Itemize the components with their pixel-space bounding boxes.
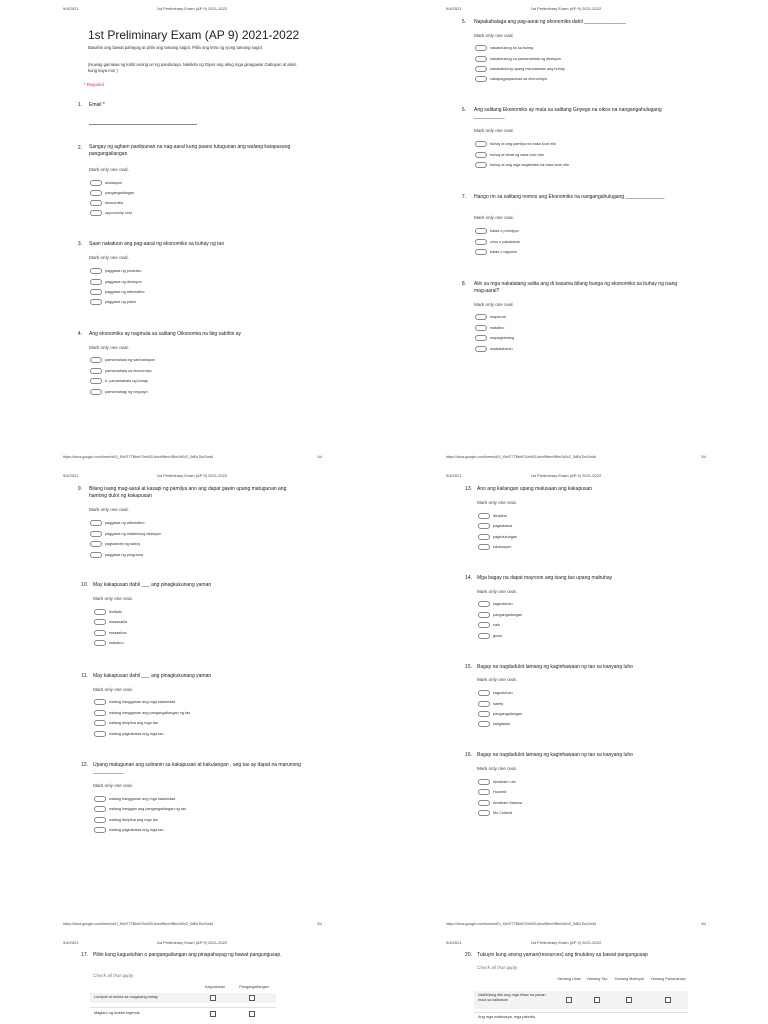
oval-icon (478, 800, 490, 806)
question-number: 17. (81, 952, 88, 958)
oval-icon (90, 180, 102, 186)
page-footer (384, 455, 768, 463)
oval-icon (475, 346, 487, 352)
question-text: Ang ekonomiks ay nagmula sa salitang Oikonomia na ibig sabihin ay (89, 331, 242, 337)
page-header (384, 940, 768, 948)
oval-icon (90, 268, 102, 274)
question-text: Ano ang kailangan upang malusaan ang kakapusan (477, 486, 593, 492)
question-number: 12. (81, 762, 88, 768)
option-label: masaabos (109, 631, 127, 635)
grid-column-header: Kagustuhan (204, 985, 226, 989)
footer-url: https://docs.google.com/forms/d/1l_f0x9T7TBbhEGeMGUzbu9NexHIBm2d0xZ_0dEsTkn2/edit (63, 455, 214, 459)
page-1 (0, 0, 384, 475)
option-label: matalino (490, 326, 505, 330)
option-label: pangangailangan (105, 191, 135, 195)
option-label: paggawa ng desisyon (105, 280, 142, 284)
grid-column-header: Pangangailangan (239, 985, 269, 989)
footer-url: https://docs.google.com/forms/d/1l_f0x9T7TBbhEGeMGUzbu9NexHIBm2d0xZ_0dEsTkn2/edit (63, 922, 214, 926)
oval-icon (475, 66, 487, 72)
checkbox[interactable] (566, 997, 572, 1003)
checkbox[interactable] (210, 995, 216, 1001)
footer-page: 4/4 (701, 922, 706, 926)
mark-only-one: Mark only one oval. (474, 128, 514, 133)
oval-icon (475, 249, 487, 255)
oval-icon (90, 378, 102, 384)
mark-only-one: Mark only one oval. (89, 345, 129, 350)
question-text: Saan nakatuon ang pag-aaral ng ekonomiks sa buhay ng tao (89, 241, 225, 247)
page-header (0, 940, 384, 948)
option-label: walang hanggan ang pangangailangan ng tao (109, 807, 187, 811)
option-label: nakapagpapaunlad sa ekonomiya (490, 77, 547, 81)
oval-icon (475, 162, 487, 168)
question-number: 16. (465, 752, 472, 758)
oval-icon (475, 152, 487, 158)
question-number: 5. (461, 19, 466, 25)
email-field[interactable] (89, 124, 197, 125)
page-footer (0, 922, 384, 930)
oval-icon (475, 45, 487, 51)
option-label: b. pamamahala ng buhay (105, 379, 148, 383)
option-label: pagtutulungan (493, 535, 518, 539)
mark-only-one: Mark only one oval. (477, 766, 517, 771)
page-4 (384, 467, 768, 942)
question-number: 11. (81, 673, 88, 679)
question-text: Napakahalaga ang pag-aaral ng ekonomiks dahil _______________ (474, 19, 626, 25)
oval-icon (475, 314, 487, 320)
option-label: walang pagkakaisa ang mga tao (109, 732, 164, 736)
grid-column-header: Yamang Materyal (614, 977, 644, 981)
check-all-note: Check all that apply. (477, 965, 519, 970)
mark-only-one: Mark only one oval. (89, 507, 129, 512)
question-text: Piliin kung kagustuhan o pangangailangan ang pinapahayag ng bawat pangungusap. (93, 952, 282, 958)
check-all-note: Check all that apply. (93, 973, 135, 978)
oval-icon (478, 690, 490, 696)
option-label: Howard (493, 790, 507, 794)
option-label: opportunity cost (105, 211, 132, 215)
footer-url: https://docs.google.com/forms/d/1l_f0x9T7TBbhEGeMGUzbu9NexHIBm2d0xZ_0dEsTkn2/edit (446, 455, 597, 459)
mark-only-one: Mark only one oval. (474, 302, 514, 307)
form-note: (Huwag gamawa ng kahit anong uri ng pandaraya. Nakikita ng Diyos ang ating mga ginagawa! Gabayan at alam kong kaya mo! ) (88, 62, 297, 73)
checkbox[interactable] (249, 995, 255, 1001)
option-label: pagkakaisa (493, 524, 513, 528)
oval-icon (94, 720, 106, 726)
question-text: Tukuyin kung anong yaman(resources) ang tinutukoy sa bawat pangungusap (477, 952, 648, 958)
mark-only-one: Mark only one oval. (93, 596, 133, 601)
oval-icon (478, 789, 490, 795)
grid-row-label: Maglaro ng mobile legends (94, 1011, 140, 1015)
grid-column-header: Yamang Panananapi (650, 977, 686, 981)
question-number: 3. (77, 241, 82, 247)
option-label: paggawa ng programa (105, 553, 143, 557)
oval-icon (94, 817, 106, 823)
oval-icon (478, 711, 490, 717)
mark-only-one: Mark only one oval. (474, 215, 514, 220)
option-label: buhay at ang pamilya na nasa loob nito (490, 142, 557, 146)
option-label: walang hangganan ang mga kalamidad (109, 797, 176, 801)
oval-icon (90, 357, 102, 363)
mark-only-one: Mark only one oval. (477, 677, 517, 682)
option-label: nais (493, 623, 500, 627)
option-label: nakatutulong sa pamamahala ng desisyon (490, 57, 562, 61)
header-title: 1st Preliminary Exam (AP 9) 2021-2022 (156, 473, 228, 478)
oval-icon (478, 544, 490, 550)
grid-column-header: Yamang Likas (557, 977, 581, 981)
option-label: buhay at ang mga kagamitan na nasa loob nito (490, 163, 569, 167)
option-label: walang hangganan ang pangangailangan ng tao (109, 711, 191, 715)
page-2 (384, 0, 768, 475)
question-number: 14. (465, 575, 472, 581)
oval-icon (94, 619, 106, 625)
oval-icon (94, 806, 106, 812)
question-text: Hango rin sa salitang nomos ang Ekonomiks na nangangahulugang ______________ (474, 194, 665, 200)
option-label: nakakatulong upang maunawaan ang buhay (490, 67, 565, 71)
option-label: paggawa ng alternatibo (105, 290, 145, 294)
grid-row-label: Lumipat at tumira sa magarang bahay (94, 995, 158, 999)
option-label: alokasyon (105, 181, 123, 185)
option-label: kagustuhan (493, 602, 513, 606)
question-number: 10. (81, 582, 88, 588)
oval-icon (94, 640, 106, 646)
oval-icon (90, 190, 102, 196)
footer-page: 3/4 (317, 922, 322, 926)
footer-url: https://docs.google.com/forms/d/1l_f0x9T7TBbhEGeMGUzbu9NexHIBm2d0xZ_0dEsTkn2/edit (446, 922, 597, 926)
option-label: gusto (493, 634, 503, 638)
oval-icon (94, 699, 106, 705)
oval-icon (478, 721, 490, 727)
question-number: 4. (77, 331, 82, 337)
option-label: mapanuri (490, 315, 506, 319)
option-label: batas o tagumin (490, 250, 518, 254)
option-label: pamamahagi ng negosyo (105, 390, 148, 394)
oval-icon (475, 56, 487, 62)
question-number: 2. (77, 145, 82, 151)
header-date: 9/4/2021 (446, 473, 462, 478)
page-footer (384, 922, 768, 930)
page-6 (384, 934, 768, 1024)
mark-only-one: Mark only one oval. (477, 589, 517, 594)
option-label: Abraham Maslow (493, 801, 523, 805)
oval-icon (478, 622, 490, 628)
option-label: virus o pakakaran (490, 240, 520, 244)
option-label: nakatutulong ito sa buhay (490, 46, 534, 50)
option-label: safety (493, 702, 504, 706)
oval-icon (478, 633, 490, 639)
footer-page: 1/4 (317, 455, 322, 459)
option-label: edukasyon (493, 545, 512, 549)
checkbox[interactable] (665, 997, 671, 1003)
question-text: Mga bagay na dapat mayroon ang isang tao upang mabuhay (477, 575, 613, 581)
oval-icon (478, 612, 490, 618)
question-number: 1. (77, 102, 82, 108)
oval-icon (94, 609, 106, 615)
mark-only-one: Mark only one oval. (474, 33, 514, 38)
option-label: paggawa ng matalinong desisyon (105, 532, 162, 536)
option-label: pagtatanim ng kahoy (105, 542, 141, 546)
oval-icon (478, 701, 490, 707)
mark-only-one: Mark only one oval. (477, 500, 517, 505)
question-text: Bilang isang mag-aaral at kasapi ng pamilya ano ang dapat gawin upang matugunan ang hamong dulot ng kakapusan (89, 486, 287, 499)
mark-only-one: Mark only one oval. (93, 783, 133, 788)
option-label: walang disiplina ang mga tao (109, 818, 158, 822)
header-title: 1st Preliminary Exam (AP 9) 2021-2022 (156, 6, 228, 11)
oval-icon (94, 827, 106, 833)
oval-icon (90, 279, 102, 285)
oval-icon (94, 731, 106, 737)
option-label: masasakla (109, 620, 128, 624)
checkbox[interactable] (626, 997, 632, 1003)
question-text: Ang salitang Ekonomiks ay mula sa salitang Griyego na oikos na nangangahulugang ___________ (474, 107, 662, 120)
header-title: 1st Preliminary Exam (AP 9) 2021-2022 (156, 940, 228, 945)
option-label: walang pagkakaisa ang mga tao (109, 828, 164, 832)
oval-icon (478, 810, 490, 816)
oval-icon (90, 552, 102, 558)
oval-icon (90, 200, 102, 206)
option-label: paggawa ng plano (105, 300, 137, 304)
oval-icon (90, 531, 102, 537)
row-divider (474, 1012, 688, 1013)
option-label: pangangailangan (493, 613, 523, 617)
oval-icon (478, 523, 490, 529)
header-date: 9/4/2021 (446, 6, 462, 11)
oval-icon (94, 796, 106, 802)
oval-icon (475, 335, 487, 341)
option-label: Mc Celland (493, 811, 512, 815)
question-text: May kakapusan dahil ___ ang pinagkukunang yaman (93, 582, 212, 588)
option-label: ekonomiks (105, 201, 124, 205)
oval-icon (90, 389, 102, 395)
footer-page: 2/4 (701, 455, 706, 459)
header-date: 9/4/2021 (446, 940, 462, 945)
option-label: walang disiplina ang mga tao (109, 721, 158, 725)
question-text: May kakapusan dahil ___ ang pinagkukunang yaman (93, 673, 212, 679)
page-header (0, 473, 384, 481)
option-label: Abraham Lee (493, 780, 516, 784)
oval-icon (475, 76, 487, 82)
oval-icon (478, 513, 490, 519)
page-header (384, 473, 768, 481)
oval-icon (90, 210, 102, 216)
oval-icon (478, 601, 490, 607)
header-date: 9/4/2021 (63, 473, 79, 478)
form-description: Basahin ang bawat pahayag at piliin ang tamang sagot. Piliin ang letra ng iyong tamang sagot. (88, 45, 264, 50)
row-divider (90, 1007, 276, 1008)
question-number: 13. (465, 486, 472, 492)
grid-row-label: Ang mga makinarya, mga pabrika, (478, 1015, 536, 1019)
page-3 (0, 467, 384, 942)
question-number: 6. (461, 107, 466, 113)
option-label: pangangailangan (493, 712, 523, 716)
page-5 (0, 934, 384, 1024)
question-number: 8. (461, 281, 466, 287)
oval-icon (90, 541, 102, 547)
option-label: buhay at lahat ng nasa loob nito (490, 153, 544, 157)
question-text: Upang matugunan ang suliranin sa kakapusan at kakulangan , ang tao ay dapat na marunong ___________ (93, 762, 301, 775)
required-note: * Required (84, 82, 104, 87)
oval-icon (475, 228, 487, 234)
checkbox[interactable] (210, 1011, 216, 1017)
question-text: Bagay na nagdudulot lamang ng kaginhawaan ng tao sa kanyang luho (477, 752, 633, 758)
option-label: mataimu (109, 641, 124, 645)
option-label: mapagbintang (490, 336, 515, 340)
header-date: 9/4/2021 (63, 6, 79, 11)
option-label: maalalahanin (490, 347, 513, 351)
oval-icon (94, 710, 106, 716)
mark-only-one: Mark only one oval. (89, 167, 129, 172)
mark-only-one: Mark only one oval. (93, 687, 133, 692)
oval-icon (475, 141, 487, 147)
option-label: paggawa ng produkto (105, 269, 142, 273)
oval-icon (90, 520, 102, 526)
form-title: 1st Preliminary Exam (AP 9) 2021-2022 (88, 28, 300, 42)
option-label: paggawa ng alternatibo (105, 521, 145, 525)
mark-only-one: Mark only one oval. (89, 255, 129, 260)
grid-column-header: Yamang Tao (586, 977, 608, 981)
question-text: Email * (89, 102, 105, 108)
option-label: pamamahala sa ekonomiya (105, 369, 152, 373)
header-date: 9/4/2021 (63, 940, 79, 945)
oval-icon (475, 239, 487, 245)
header-title: 1st Preliminary Exam (AP 9) 2021-2022 (530, 6, 602, 11)
page-footer (0, 455, 384, 463)
oval-icon (90, 299, 102, 305)
option-label: batas o prinsipyo (490, 229, 519, 233)
question-number: 20. (465, 952, 472, 958)
header-title: 1st Preliminary Exam (AP 9) 2021-2022 (530, 940, 602, 945)
page-header (384, 6, 768, 14)
question-text: Sangay ng agham panlipunan na nag-aaral kung paano tutugunan ang walang katapusang pangangailangan (89, 144, 291, 157)
oval-icon (90, 368, 102, 374)
question-number: 7. (461, 194, 466, 200)
option-label: kagustuhan (493, 691, 513, 695)
option-label: kaligtasan (493, 722, 511, 726)
oval-icon (94, 630, 106, 636)
checkbox[interactable] (594, 997, 600, 1003)
oval-icon (478, 534, 490, 540)
grid-row-label: Nabibilang dito ang mga hilaw na panan mula sa kalikasan (478, 993, 546, 1002)
option-label: limitado (109, 610, 123, 614)
question-text: Alin sa mga nakatalang salita ang di kasama bilang bunga ng ekonomiks sa buhay ng isang mag-aaral? (474, 281, 678, 294)
option-label: walang hangganan ang mga kalamidad (109, 700, 176, 704)
question-number: 9. (77, 486, 82, 492)
page-header (0, 6, 384, 14)
option-label: disiplina (493, 514, 507, 518)
option-label: pamamahala ng sambahayan (105, 358, 156, 362)
question-number: 15. (465, 664, 472, 670)
checkbox[interactable] (249, 1011, 255, 1017)
oval-icon (90, 289, 102, 295)
oval-icon (478, 779, 490, 785)
oval-icon (475, 325, 487, 331)
header-title: 1st Preliminary Exam (AP 9) 2021-2022 (530, 473, 602, 478)
question-text: Bagay na nagdudulot lamang ng kaginhawaan ng tao sa kanyang luho (477, 664, 633, 670)
